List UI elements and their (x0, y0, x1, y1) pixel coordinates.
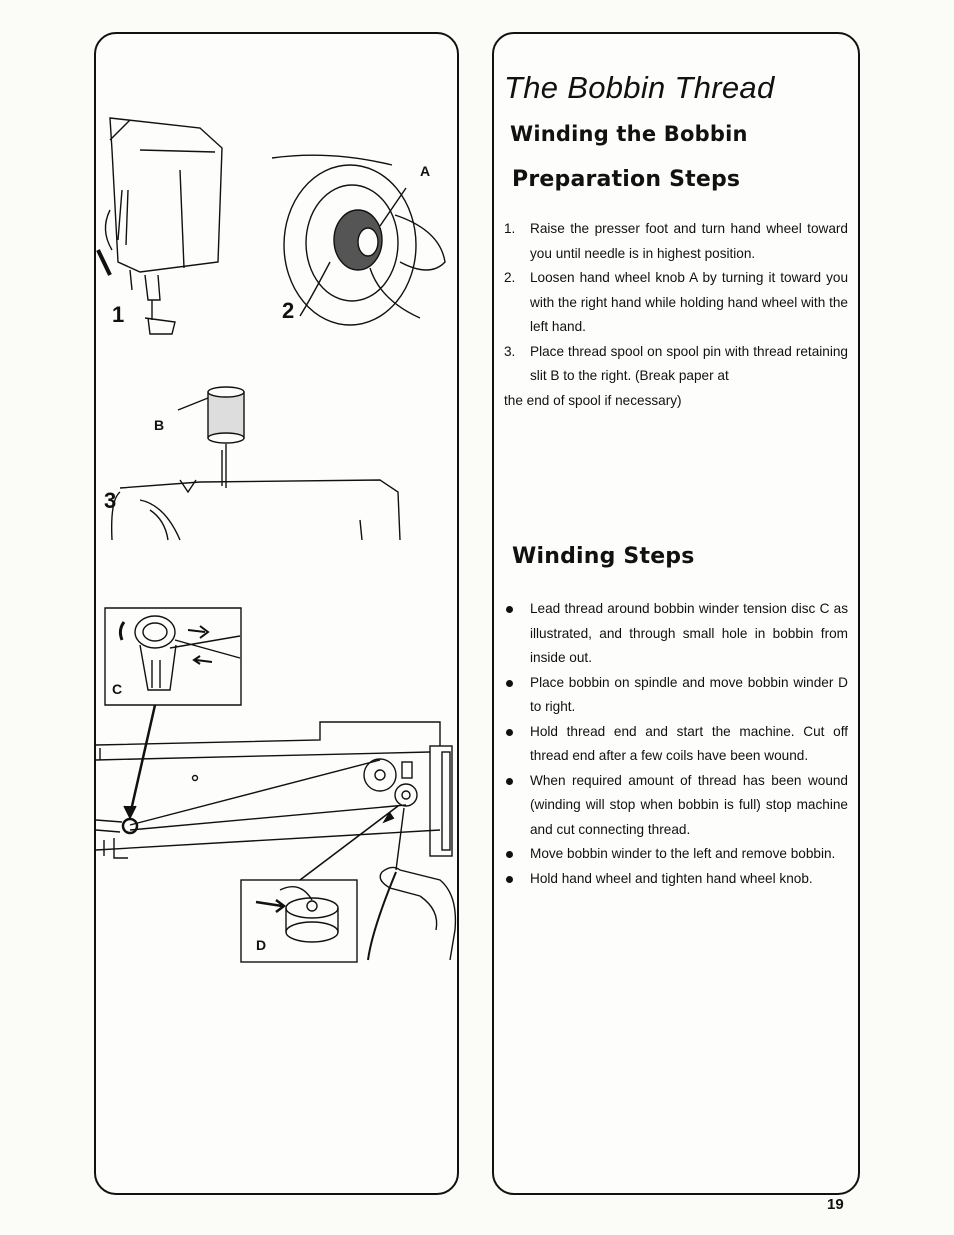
figure-1-label: 1 (112, 302, 125, 327)
figure-2-label: 2 (282, 298, 295, 323)
step-number: 2. (504, 270, 516, 285)
step-text: Hold thread end and start the machine. Cut off thread end after a few coils have been wound. (530, 723, 848, 763)
step-number: 1. (504, 221, 516, 236)
bullet-icon (506, 851, 513, 858)
step-number: 3. (504, 343, 516, 359)
step-continuation: the end of spool if necessary) (504, 392, 682, 408)
winding-step (504, 867, 848, 892)
bullet-icon (506, 729, 513, 736)
step-text: Lead thread around bobbin winder tension disc C as illustrated, and through small hole in bobbin from inside out. (530, 601, 848, 665)
page-number: 19 (827, 1196, 844, 1213)
preparation-heading: Preparation Steps (512, 167, 741, 192)
preparation-step (504, 217, 848, 266)
bullet-icon (506, 606, 513, 613)
label-a: A (420, 163, 431, 179)
winding-steps-list (504, 597, 848, 891)
hand-holding-thread (368, 867, 455, 960)
section-heading: Winding the Bobbin (510, 122, 748, 146)
figure-c-tension-disc (105, 608, 241, 705)
step-text: Place thread spool on spool pin with thread retaining slit B to the right. (Break paper at (530, 343, 848, 383)
figure-3-spool (112, 387, 400, 540)
step-text: Loosen hand wheel knob A by turning it toward you with the right hand while holding hand wheel with the left hand. (530, 270, 848, 334)
label-c: C (112, 681, 123, 697)
step-text: When required amount of thread has been wound (winding will stop when bobbin is full) stop machine and cut connecting thread. (530, 772, 848, 837)
page-title: The Bobbin Thread (504, 70, 775, 105)
preparation-steps-list (504, 217, 848, 413)
step-text: Hold hand wheel and tighten hand wheel knob. (530, 870, 813, 886)
label-b: B (154, 417, 165, 433)
winding-step (504, 769, 848, 843)
bullet-icon (506, 876, 513, 883)
bullet-icon (506, 778, 513, 785)
figure-2-hand-wheel (272, 155, 445, 325)
figure-machine-top (96, 705, 452, 880)
winding-steps-heading: Winding Steps (512, 544, 695, 569)
preparation-step (504, 266, 848, 340)
winding-step (504, 671, 848, 720)
figure-3-label: 3 (104, 488, 117, 513)
step-text: Raise the presser foot and turn hand wheel toward you until needle is in highest position. (530, 221, 848, 261)
step-text: Place bobbin on spindle and move bobbin winder D to right. (530, 674, 848, 714)
winding-step (504, 720, 848, 769)
bullet-icon (506, 680, 513, 687)
winding-step (504, 842, 848, 867)
winding-step (504, 597, 848, 671)
label-d: D (256, 937, 267, 953)
preparation-step (504, 340, 848, 389)
step-text: Move bobbin winder to the left and remove bobbin. (530, 846, 836, 861)
